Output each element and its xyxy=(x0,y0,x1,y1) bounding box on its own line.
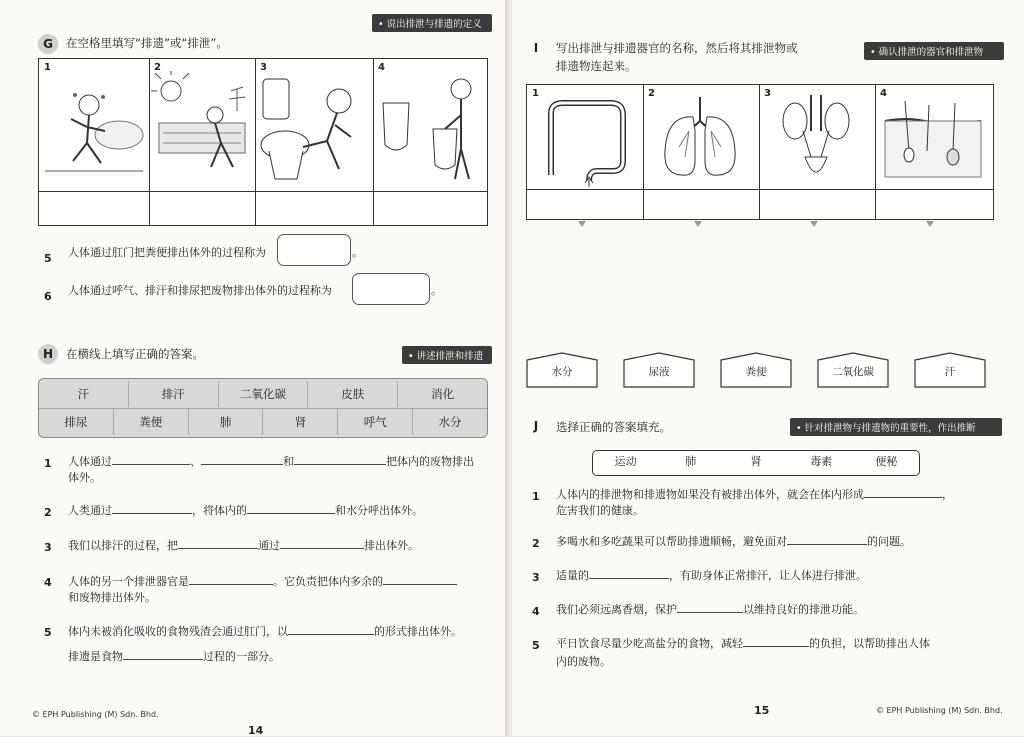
section-i-tag: • 确认排泄的器官和排泄物 xyxy=(864,42,1004,60)
answer-blank[interactable] xyxy=(383,572,457,585)
question-number: 5 xyxy=(44,626,52,639)
answer-blank[interactable] xyxy=(112,501,192,514)
question-j5-line2: 内的废物。 xyxy=(556,655,611,668)
organ-cell-3 xyxy=(759,85,876,219)
boy-on-toilet-icon xyxy=(255,71,371,185)
word-bank-item: 二氧化碳 xyxy=(219,381,309,407)
picture-cell-2 xyxy=(149,59,256,225)
question-number: 3 xyxy=(532,571,540,584)
page-number: 15 xyxy=(754,704,770,717)
answer-blank[interactable] xyxy=(864,485,942,498)
answer-blank[interactable] xyxy=(112,452,190,465)
word-bank-item: 汗 xyxy=(39,381,129,407)
question-g6-text: 人体通过呼气、排汗和排尿把废物排出体外的过程称为 xyxy=(68,284,332,297)
organ-number: 3 xyxy=(764,88,771,99)
organ-number: 2 xyxy=(648,88,655,99)
section-h-tag: • 讲述排泄和排遗 xyxy=(402,346,492,364)
connector-triangle xyxy=(926,221,934,227)
section-i-letter: I xyxy=(533,41,539,55)
connector-triangle xyxy=(810,221,818,227)
question-j3: 适量的 ，有助身体正常排汗，让人体进行排泄。 xyxy=(556,566,1006,586)
product-label: 粪便 xyxy=(745,366,767,378)
answer-blank[interactable] xyxy=(189,572,273,585)
word-bank-item: 肺 xyxy=(189,409,264,435)
organ-cell-1 xyxy=(527,85,644,219)
section-g-instruction: 在空格里填写“排遗”或“排泄”。 xyxy=(66,36,228,50)
question-number: 5 xyxy=(44,252,52,265)
organ-number: 1 xyxy=(532,88,539,99)
word-bank-item: 排汗 xyxy=(129,381,219,407)
question-h4: 人体的另一个排泄器官是 。它负责把体内多余的 xyxy=(68,572,488,592)
question-j1-line2: 危害我们的健康。 xyxy=(556,504,644,517)
answer-blank[interactable] xyxy=(201,452,283,465)
question-g5-end: 。 xyxy=(352,246,363,259)
picture-cell-1 xyxy=(39,59,150,225)
connector-markers xyxy=(526,218,992,232)
question-number: 1 xyxy=(44,457,52,470)
picture-cell-4 xyxy=(373,59,487,225)
picture-table-g xyxy=(38,58,488,226)
word-box-item: 肺 xyxy=(685,455,697,468)
question-number: 2 xyxy=(44,506,52,519)
answer-blank[interactable] xyxy=(743,634,809,647)
running-boy-sweating-icon xyxy=(39,75,147,175)
section-i-instruction-line1: 写出排泄与排遗器官的名称，然后将其排泄物或 xyxy=(556,41,798,55)
organ-number: 4 xyxy=(880,88,887,99)
question-j1: 人体内的排泄物和排遗物如果没有被排出体外，就会在体内形成 ， xyxy=(556,485,1006,505)
organ-cell-2 xyxy=(643,85,760,219)
product-box-sweat[interactable] xyxy=(914,352,986,384)
question-number: 1 xyxy=(532,490,540,503)
question-h3: 我们以排汗的过程，把 通过 排出体外。 xyxy=(68,536,488,556)
word-bank-row-1 xyxy=(39,381,487,407)
picture-number: 2 xyxy=(154,62,161,73)
section-j-letter: J xyxy=(533,419,539,433)
right-page xyxy=(512,0,1024,736)
product-box-co2[interactable] xyxy=(817,352,889,384)
left-page xyxy=(0,0,508,736)
word-bank-item: 排尿 xyxy=(39,409,114,435)
question-h5-line2: 排遗是食物 过程的一部分。 xyxy=(68,647,280,667)
question-number: 4 xyxy=(532,605,540,618)
question-h4-line2: 和废物排出体外。 xyxy=(68,591,156,604)
picture-number: 3 xyxy=(260,62,267,73)
section-g-letter: G xyxy=(38,34,58,54)
product-box-feces[interactable] xyxy=(720,352,792,384)
answer-box-g5[interactable] xyxy=(277,234,351,266)
word-box-item: 毒素 xyxy=(810,455,833,468)
product-label: 二氧化碳 xyxy=(832,366,874,378)
section-h-letter: H xyxy=(38,344,58,364)
product-label: 水分 xyxy=(551,366,573,378)
question-h2: 人类通过 ，将体内的 和水分呼出体外。 xyxy=(68,501,488,521)
word-box-item: 便秘 xyxy=(875,455,898,468)
lungs-icon xyxy=(643,91,757,187)
section-j-instruction: 选择正确的答案填充。 xyxy=(556,420,671,434)
question-j4: 我们必须远离香烟，保护 以维持良好的排泄功能。 xyxy=(556,600,1006,620)
question-h1: 人体通过 、 和 把体内的废物排出 xyxy=(68,452,488,472)
picture-cell-3 xyxy=(255,59,374,225)
question-g5-text: 人体通过肛门把粪便排出体外的过程称为 xyxy=(68,246,266,259)
picture-number: 4 xyxy=(378,62,385,73)
question-number: 4 xyxy=(44,576,52,589)
word-bank-item: 呼气 xyxy=(338,409,413,435)
product-label: 尿液 xyxy=(648,366,670,378)
question-h5: 体内未被消化吸收的食物残渣会通过肛门，以 的形式排出体外。 xyxy=(68,622,488,642)
product-box-water[interactable] xyxy=(526,352,598,384)
answer-blank[interactable] xyxy=(589,566,669,579)
word-bank-item: 粪便 xyxy=(114,409,189,435)
connector-triangle xyxy=(578,221,586,227)
farmer-in-sun-icon xyxy=(149,71,253,181)
question-j2: 多喝水和多吃蔬果可以帮助排遗顺畅，避免面对 的问题。 xyxy=(556,532,1006,552)
answer-blank[interactable] xyxy=(247,501,335,514)
word-bank-row-2 xyxy=(39,408,487,435)
answer-blank[interactable] xyxy=(677,600,743,613)
word-bank-item: 消化 xyxy=(431,387,455,401)
section-i-instruction-line2: 排遗物连起来。 xyxy=(556,59,637,73)
product-box-urine[interactable] xyxy=(623,352,695,384)
skin-icon xyxy=(875,91,991,187)
answer-blank[interactable] xyxy=(787,532,867,545)
page-number: 14 xyxy=(248,724,264,737)
boy-at-urinal-icon xyxy=(373,69,485,183)
word-bank-item: 水分 xyxy=(438,415,462,429)
word-box-j xyxy=(592,450,920,476)
large-intestine-icon xyxy=(527,91,641,187)
word-box-item: 运动 xyxy=(614,455,637,468)
word-box-item: 肾 xyxy=(750,455,762,468)
section-h-instruction: 在横线上填写正确的答案。 xyxy=(66,347,204,361)
question-g6-end: 。 xyxy=(431,284,442,297)
question-number: 5 xyxy=(532,639,540,652)
question-j5: 平日饮食尽量少吃高盐分的食物，减轻 的负担，以帮助排出人体 xyxy=(556,634,1006,654)
answer-blank[interactable] xyxy=(288,622,374,635)
question-number: 3 xyxy=(44,541,52,554)
word-bank-item: 肾 xyxy=(263,409,338,435)
word-bank-item: 皮肤 xyxy=(308,381,398,407)
answer-blank[interactable] xyxy=(178,536,258,549)
section-g-tag: • 说出排泄与排遗的定义 xyxy=(372,14,492,32)
section-j-tag: • 针对排泄物与排遗物的重要性，作出推断 xyxy=(790,418,1002,436)
word-bank-h xyxy=(38,378,488,438)
kidneys-icon xyxy=(759,91,873,187)
product-label: 汗 xyxy=(944,366,956,378)
footer-copyright: © EPH Publishing (M) Sdn. Bhd. xyxy=(32,710,159,719)
footer-copyright: © EPH Publishing (M) Sdn. Bhd. xyxy=(876,706,1003,715)
answer-box-g6[interactable] xyxy=(352,273,430,305)
organ-table xyxy=(526,84,994,220)
answer-blank[interactable] xyxy=(123,647,203,660)
question-number: 6 xyxy=(44,290,52,303)
answer-blank[interactable] xyxy=(280,536,364,549)
picture-number: 1 xyxy=(44,62,51,73)
question-h1-line2: 体外。 xyxy=(68,471,101,484)
connector-triangle xyxy=(694,221,702,227)
answer-blank[interactable] xyxy=(294,452,386,465)
question-number: 2 xyxy=(532,537,540,550)
organ-cell-4 xyxy=(875,85,993,219)
